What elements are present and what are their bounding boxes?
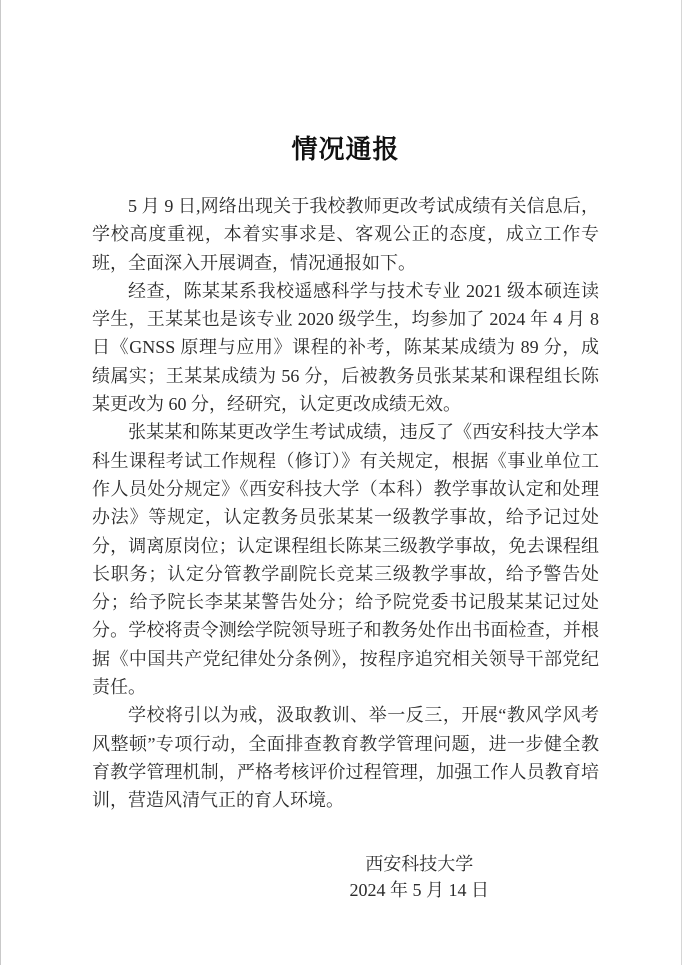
body-paragraph-measures: 学校将引以为戒，汲取教训、举一反三，开展“教风学风考风整顿”专项行动，全面排查教育教学管理问题，进一步健全教育教学管理机制，严格考核评价过程管理，加强工作人员教育培训，营造风清气正的育人环境。 [92,705,599,811]
body-paragraph-intro: 5 月 9 日,网络出现关于我校教师更改考试成绩有关信息后，学校高度重视，本着实事求是、客观公正的态度，成立工作专班，全面深入开展调查，情况通报如下。 [92,196,599,273]
body-paragraph-findings: 经查，陈某某系我校遥感科学与技术专业 2021 级本硕连读学生，王某某也是该专业 2020 级学生，均参加了 2024 年 4 月 8 日《GNSS 原理与应用》课程的补考，陈某某成绩为 89 分，成绩属实；王某某成绩为 56 分，后被教务员张某某和课程组长陈某更改为 60 分，经研究，认定更改成绩无效。 [92,280,599,415]
signature-block [350,851,490,903]
signature-organization: 西安科技大学 [365,853,474,874]
notice-body [92,192,599,815]
body-paragraph-penalties: 张某某和陈某更改学生考试成绩，违反了《西安科技大学本科生课程考试工作规程（修订）》有关规定，根据《事业单位工作人员处分规定》《西安科技大学（本科）教学事故认定和处理办法》等规定，认定教务员张某某一级教学事故，给予记过处分，调离原岗位；认定课程组长陈某三级教学事故，免去课程组长职务；认定分管教学副院长竞某三级教学事故，给予警告处分；给予院长李某某警告处分；给予院党委书记殷某某记过处分。学校将责令测绘学院领导班子和教务处作出书面检查，并根据《中国共产党纪律处分条例》，按程序追究相关领导干部党纪责任。 [92,422,599,698]
signature-date: 2024 年 5 月 14 日 [349,879,489,900]
notice-content [1,134,681,903]
page-title: 情况通报 [291,135,400,164]
